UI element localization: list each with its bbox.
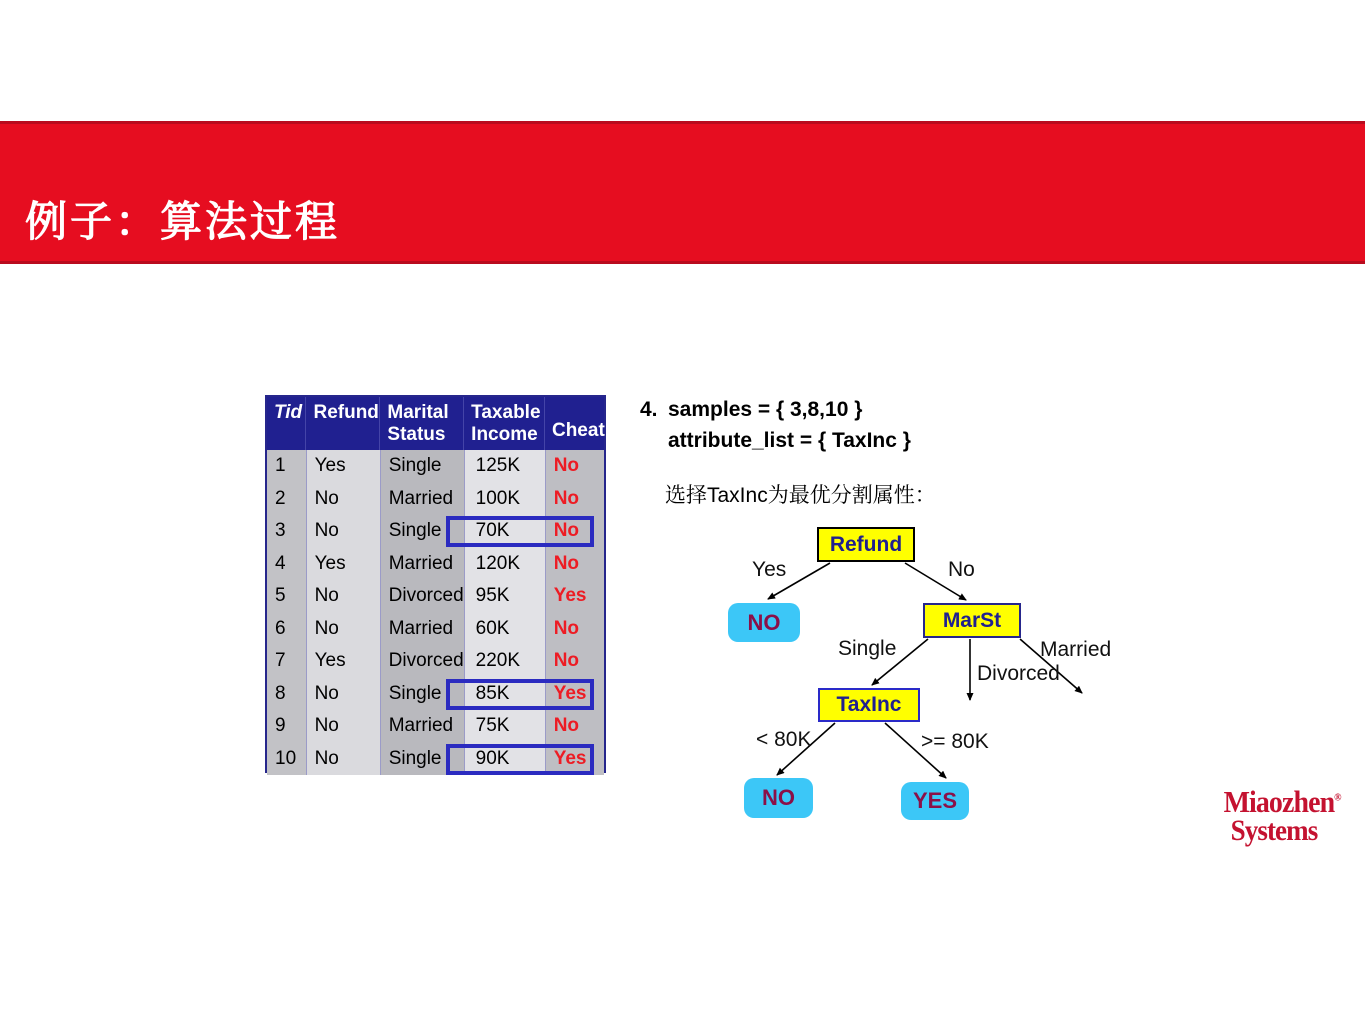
table-cell: Yes <box>307 548 381 581</box>
table-cell: 9 <box>267 710 307 743</box>
table-header-cell: Cheat <box>551 420 605 441</box>
table-header-cell: Refund <box>306 397 380 450</box>
table-body <box>267 450 604 775</box>
data-table <box>265 395 606 773</box>
table-cell: Married <box>381 483 465 516</box>
table-header-cell: Tid <box>267 397 306 450</box>
table-cell: 85K <box>465 678 546 711</box>
table-header <box>267 397 604 450</box>
table-cell: No <box>307 580 381 613</box>
table-row <box>267 483 604 516</box>
table-cell: Single <box>381 450 465 483</box>
table-cell: No <box>307 743 381 776</box>
table-cell: Single <box>381 678 465 711</box>
edge-label-gte-80k: >= 80K <box>921 730 989 753</box>
table-cell: No <box>546 645 604 678</box>
edge-label-divorced: Divorced <box>977 662 1060 685</box>
samples-line <box>640 398 936 422</box>
tree-leaf-no-refund-yes: NO <box>728 603 800 642</box>
attribute-list-text: attribute_list = { TaxInc } <box>668 429 911 452</box>
split-attribute-note: 选择TaxInc为最优分割属性： <box>665 484 936 507</box>
edge-label-lt-80k: < 80K <box>756 728 812 751</box>
table-cell: No <box>546 548 604 581</box>
table-cell: 90K <box>465 743 546 776</box>
table-cell: Married <box>381 548 465 581</box>
table-row <box>267 645 604 678</box>
table-cell: 75K <box>465 710 546 743</box>
table-row <box>267 678 604 711</box>
table-cell: No <box>307 678 381 711</box>
tree-node-marst: MarSt <box>923 603 1021 638</box>
table-cell: 100K <box>465 483 546 516</box>
logo-name <box>1223 784 1341 819</box>
table-header-cell: Marital Status <box>380 397 464 450</box>
table-row <box>267 515 604 548</box>
title-banner <box>0 121 1365 264</box>
table-row <box>267 548 604 581</box>
table-cell: Divorced <box>381 645 465 678</box>
table-cell: 10 <box>267 743 307 776</box>
table-cell: Single <box>381 743 465 776</box>
table-cell: 8 <box>267 678 307 711</box>
table-cell: 6 <box>267 613 307 646</box>
edge-label-yes: Yes <box>752 558 787 581</box>
table-cell: Yes <box>307 450 381 483</box>
table-cell: Single <box>381 515 465 548</box>
table-cell: No <box>546 483 604 516</box>
table-cell: Married <box>381 710 465 743</box>
table-cell: 220K <box>465 645 546 678</box>
table-cell: 120K <box>465 548 546 581</box>
table-cell: 5 <box>267 580 307 613</box>
logo-systems: Systems <box>1230 814 1318 847</box>
table-cell: 3 <box>267 515 307 548</box>
edge-label-no: No <box>948 558 975 581</box>
table-cell: 125K <box>465 450 546 483</box>
table-row <box>267 743 604 776</box>
table-cell: 60K <box>465 613 546 646</box>
tree-leaf-yes-taxinc-high: YES <box>901 782 969 820</box>
table-cell: Divorced <box>381 580 465 613</box>
table-cell: No <box>307 483 381 516</box>
tree-node-taxinc: TaxInc <box>818 688 920 722</box>
table-cell: Yes <box>307 645 381 678</box>
table-cell: No <box>307 613 381 646</box>
annotation-block <box>640 398 936 509</box>
tree-node-refund: Refund <box>817 527 915 562</box>
table-cell: No <box>307 710 381 743</box>
miaozhen-logo <box>1223 784 1341 847</box>
table-cell: 1 <box>267 450 307 483</box>
table-cell: No <box>546 613 604 646</box>
table-cell: 95K <box>465 580 546 613</box>
table-header-cell: Taxable Income <box>464 397 545 450</box>
logo-name-text: Miaozhen <box>1223 784 1335 819</box>
table-cell: 7 <box>267 645 307 678</box>
samples-text: samples = { 3,8,10 } <box>668 398 863 421</box>
slide-title: 例子：算法过程 <box>25 200 341 246</box>
edge-label-married: Married <box>1040 638 1112 661</box>
tree-leaf-no-taxinc-low: NO <box>744 778 813 818</box>
table-row <box>267 613 604 646</box>
table-row <box>267 580 604 613</box>
table-cell: No <box>307 515 381 548</box>
table-cell: 70K <box>465 515 546 548</box>
table-cell: Yes <box>546 678 604 711</box>
table-cell: No <box>546 515 604 548</box>
table-cell: Married <box>381 613 465 646</box>
table-cell: No <box>546 710 604 743</box>
step-number: 4. <box>640 398 658 421</box>
table-cell: Yes <box>546 580 604 613</box>
table-row <box>267 710 604 743</box>
registered-mark: ® <box>1334 791 1341 804</box>
edge-label-single: Single <box>838 637 897 660</box>
table-cell: No <box>546 450 604 483</box>
table-cell: Yes <box>546 743 604 776</box>
table-cell: 2 <box>267 483 307 516</box>
table-row <box>267 450 604 483</box>
table-cell: 4 <box>267 548 307 581</box>
